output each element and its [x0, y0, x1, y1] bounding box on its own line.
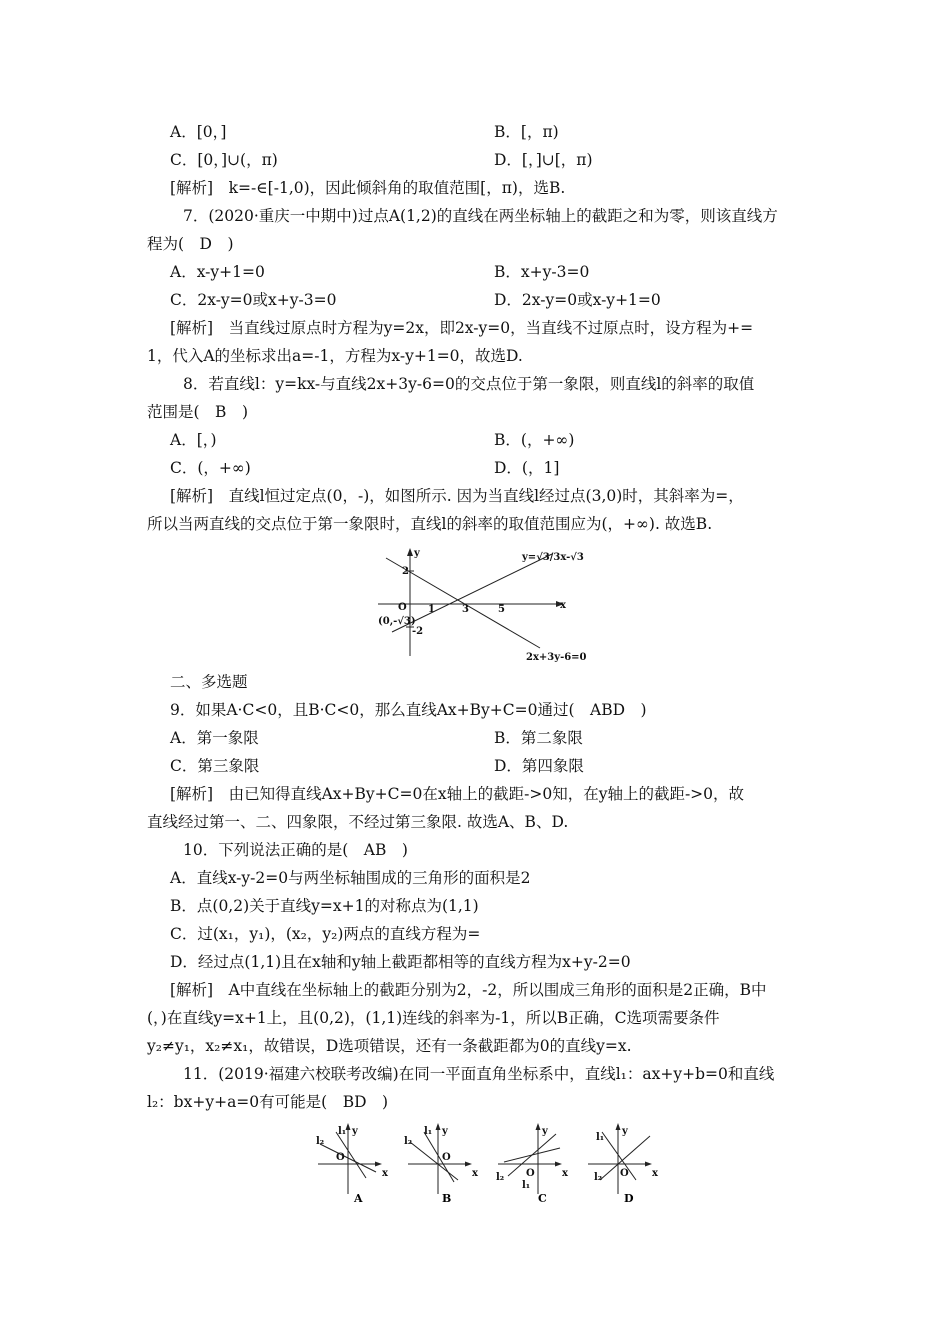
q10-option-c: C．过(x₁，y₁)，(x₂，y₂)两点的直线方程为=: [170, 925, 481, 943]
q10-analysis: [解析] A中直线在坐标轴上的截距分别为2，-2，所以围成三角形的面积是2正确，B中: [170, 981, 767, 999]
tick-5: 5: [498, 604, 505, 615]
q6-analysis: [解析] k=-∈[-1,0)，因此倾斜角的取值范围[，π)，选B.: [170, 179, 566, 197]
svg-text:x: x: [652, 1168, 658, 1179]
q8-stem: 8．若直线l：y=kx-与直线2x+3y-6=0的交点位于第一象限，则直线l的斜率的取值: [183, 375, 755, 393]
q7-stem-cont: 程为( D ): [147, 235, 234, 253]
q11-figures: [306, 1118, 686, 1210]
q10-option-d: D．经过点(1,1)且在x轴和y轴上截距都相等的直线方程为x+y-2=0: [170, 953, 631, 971]
x-arrow-icon: [555, 1162, 562, 1167]
q8-stem-cont: 范围是( B ): [147, 403, 248, 421]
x-arrow-icon: [645, 1162, 652, 1167]
tick-3: 3: [462, 604, 469, 615]
x-label: x: [560, 600, 566, 611]
q10-analysis-cont1: (，)在直线y=x+1上，且(0,2)，(1,1)连线的斜率为-1，所以B正确，C选项需要条件: [147, 1009, 720, 1027]
graph-d: [588, 1123, 659, 1205]
q9-option-c: C．第三象限: [170, 757, 260, 775]
line-sqrt3: [392, 554, 552, 632]
tick-neg2: -2: [412, 626, 424, 637]
q7-analysis: [解析] 当直线过原点时方程为y=2x，即2x-y=0，当直线不过原点时，设方程为+=: [170, 319, 754, 337]
svg-text:x: x: [382, 1168, 388, 1179]
tick-2: 2: [402, 566, 409, 577]
caption-b: B: [442, 1192, 452, 1205]
q9-analysis-cont: 直线经过第一、二、四象限，不经过第三象限. 故选A、B、D.: [147, 813, 569, 831]
y-arrow-icon: [616, 1123, 621, 1130]
svg-text:l₁: l₁: [522, 1180, 531, 1191]
q9-option-b: B．第二象限: [494, 729, 583, 747]
graph-b: [404, 1123, 479, 1205]
svg-text:O: O: [620, 1168, 629, 1179]
q9-analysis: [解析] 由已知得直线Ax+By+C=0在x轴上的截距->0知，在y轴上的截距->0，故: [170, 785, 745, 803]
upper-line-label: y=√3/3x-√3: [522, 552, 584, 563]
q7-option-a: A．x-y+1=0: [170, 263, 265, 281]
q10-stem: 10．下列说法正确的是( AB ): [183, 841, 408, 859]
svg-text:y: y: [352, 1126, 358, 1137]
q6-option-c: C．[0，]∪(，π): [170, 151, 278, 169]
q10-analysis-cont2: y₂≠y₁，x₂≠x₁，故错误，D选项错误，还有一条截距都为0的直线y=x.: [147, 1037, 632, 1055]
q7-stem: 7．(2020·重庆一中期中)过点A(1,2)的直线在两坐标轴上的截距之和为零，则该直线方: [183, 207, 778, 225]
svg-text:l₁: l₁: [596, 1132, 605, 1143]
graph-c: [496, 1123, 569, 1205]
y-label: y: [414, 548, 420, 559]
svg-text:l₂: l₂: [404, 1136, 413, 1147]
origin-label: O: [398, 602, 407, 613]
svg-text:O: O: [336, 1152, 345, 1163]
y-arrow-icon: [436, 1123, 441, 1130]
graph-a: [316, 1123, 389, 1205]
q9-option-a: A．第一象限: [170, 729, 259, 747]
point-label: (0,-√3): [378, 616, 416, 627]
q6-option-a: A．[0，]: [170, 123, 227, 141]
q7-option-d: D．2x-y=0或x-y+1=0: [494, 291, 661, 309]
q10-option-a: A．直线x-y-2=0与两坐标轴围成的三角形的面积是2: [170, 869, 531, 887]
svg-text:O: O: [526, 1168, 535, 1179]
svg-text:y: y: [542, 1126, 548, 1137]
caption-d: D: [624, 1192, 634, 1205]
q7-analysis-cont: 1，代入A的坐标求出a=-1，方程为x-y+1=0，故选D.: [147, 347, 523, 365]
tick-1: 1: [428, 604, 435, 615]
y-axis-arrow-icon: [407, 548, 413, 556]
q11-stem: 11．(2019·福建六校联考改编)在同一平面直角坐标系中，直线l₁：ax+y+b=0和直线: [183, 1065, 775, 1083]
q8-analysis-cont: 所以当两直线的交点位于第一象限时，直线l的斜率的取值范围应为(，+∞). 故选B.: [147, 515, 713, 533]
q8-option-c: C．(，+∞): [170, 459, 251, 477]
q9-option-d: D．第四象限: [494, 757, 584, 775]
q8-option-b: B．(，+∞): [494, 431, 575, 449]
section-multi-choice: 二、多选题: [170, 673, 248, 691]
svg-text:l₁: l₁: [338, 1126, 347, 1137]
q6-option-b: B．[，π): [494, 123, 559, 141]
q7-option-b: B．x+y-3=0: [494, 263, 590, 281]
svg-text:y: y: [622, 1126, 628, 1137]
x-arrow-icon: [465, 1162, 472, 1167]
y-arrow-icon: [536, 1123, 541, 1130]
q8-figure: [372, 544, 592, 664]
svg-text:x: x: [562, 1168, 568, 1179]
caption-c: C: [538, 1192, 547, 1205]
q8-option-a: A．[，): [170, 431, 217, 449]
svg-text:y: y: [442, 1126, 448, 1137]
q10-option-b: B．点(0,2)关于直线y=x+1的对称点为(1,1): [170, 897, 479, 915]
q11-stem-cont: l₂：bx+y+a=0有可能是( BD ): [147, 1093, 389, 1111]
q8-option-d: D．(，1]: [494, 459, 560, 477]
svg-text:x: x: [472, 1168, 478, 1179]
q7-option-c: C．2x-y=0或x+y-3=0: [170, 291, 337, 309]
q8-analysis: [解析] 直线l恒过定点(0，-)，如图所示. 因为当直线l经过点(3,0)时，其斜率为=，: [170, 487, 744, 505]
caption-a: A: [354, 1192, 363, 1205]
y-arrow-icon: [346, 1123, 351, 1130]
lower-line-label: 2x+3y-6=0: [526, 652, 587, 663]
svg-text:l₁: l₁: [424, 1126, 433, 1137]
q6-option-d: D．[，]∪[，π): [494, 151, 593, 169]
svg-text:l₂: l₂: [594, 1172, 603, 1183]
svg-text:l₂: l₂: [316, 1136, 325, 1147]
svg-text:l₂: l₂: [496, 1172, 505, 1183]
q9-stem: 9．如果A·C<0，且B·C<0，那么直线Ax+By+C=0通过( ABD ): [170, 701, 647, 719]
svg-text:O: O: [442, 1152, 451, 1163]
x-arrow-icon: [375, 1162, 382, 1167]
